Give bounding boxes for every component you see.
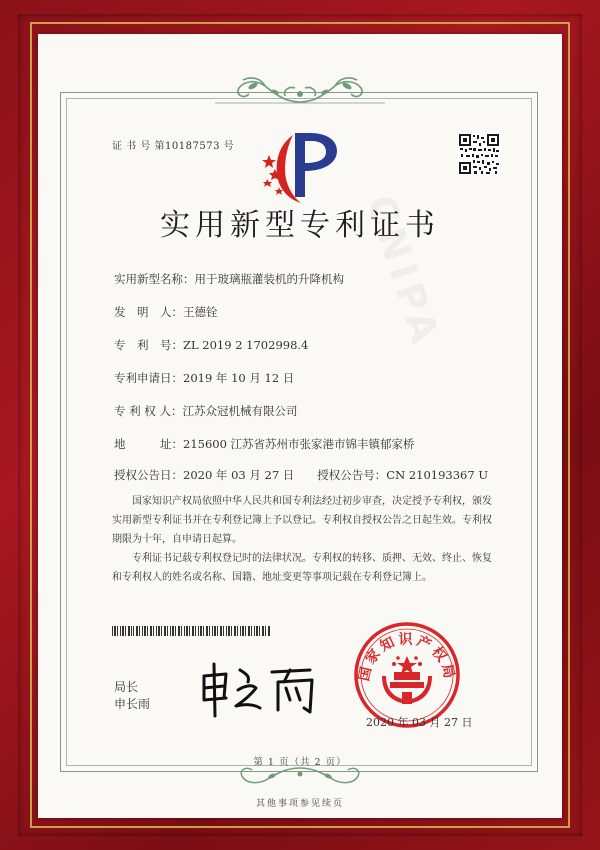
field-value: 2019 年 10 月 12 日 (183, 371, 295, 385)
top-ornament-icon (215, 72, 385, 108)
field-label: 地 址： (114, 437, 183, 451)
barcode-icon (112, 626, 272, 636)
legal-paragraph-1: 国家知识产权局依照中华人民共和国专利法经过初步审查，决定授予专利权，颁发实用新型专利证书并在专利登记簿上予以登记。专利权自授权公告之日起生效。专利权期限为十年，自申请日起算。 (112, 496, 492, 545)
page-number: 第 1 页（共 2 页） (253, 757, 347, 768)
director-title: 局长 (114, 680, 139, 694)
qr-code-icon (458, 133, 500, 175)
field-application-date (114, 370, 294, 386)
field-value: 王德铨 (183, 305, 218, 319)
field-grant-date (114, 467, 488, 483)
watermark-text: CNIPA (358, 190, 449, 354)
field-label: 专 利 号： (114, 338, 183, 352)
certificate-title: 实用新型专利证书 (160, 208, 440, 243)
field-value: 江苏众冠机械有限公司 (182, 404, 298, 418)
director-name: 申长雨 (114, 697, 151, 711)
field-label: 专利申请日： (114, 371, 183, 385)
field-label: 授权公告日： (114, 468, 183, 482)
field-label: 专 利 权 人： (114, 404, 183, 418)
field-value: 2020 年 03 月 27 日 授权公告号：CN 210193367 U (183, 468, 489, 482)
legal-paragraph-2: 专利证书记载专利权登记时的法律状况。专利权的转移、质押、无效、终止、恢复和专利权人的姓名或名称、国籍、地址变更等事项记载在专利登记簿上。 (112, 553, 492, 583)
field-value: ZL 2019 2 1702998.4 (183, 338, 309, 352)
field-address (114, 436, 415, 452)
field-label: 发 明 人： (114, 305, 183, 319)
seal-text: 国家知识产权局 (356, 632, 458, 683)
field-patent-number (114, 337, 308, 353)
field-value: 215600 江苏省苏州市张家港市锦丰镇郁家桥 (183, 437, 415, 451)
field-value: 用于玻璃瓶灌装机的升降机构 (194, 272, 344, 286)
field-inventor (114, 304, 218, 320)
director-signature-icon (198, 660, 328, 720)
field-utility-model-name (114, 271, 344, 287)
seal-date: 2020 年 03 月 27 日 (366, 716, 473, 729)
certificate-number: 证 书 号 第10187573 号 (112, 141, 235, 152)
footer-note: 其他事项参见续页 (255, 799, 344, 809)
field-label: 实用新型名称： (114, 272, 195, 286)
field-patentee (114, 403, 297, 419)
cnipa-logo-icon (255, 125, 345, 205)
